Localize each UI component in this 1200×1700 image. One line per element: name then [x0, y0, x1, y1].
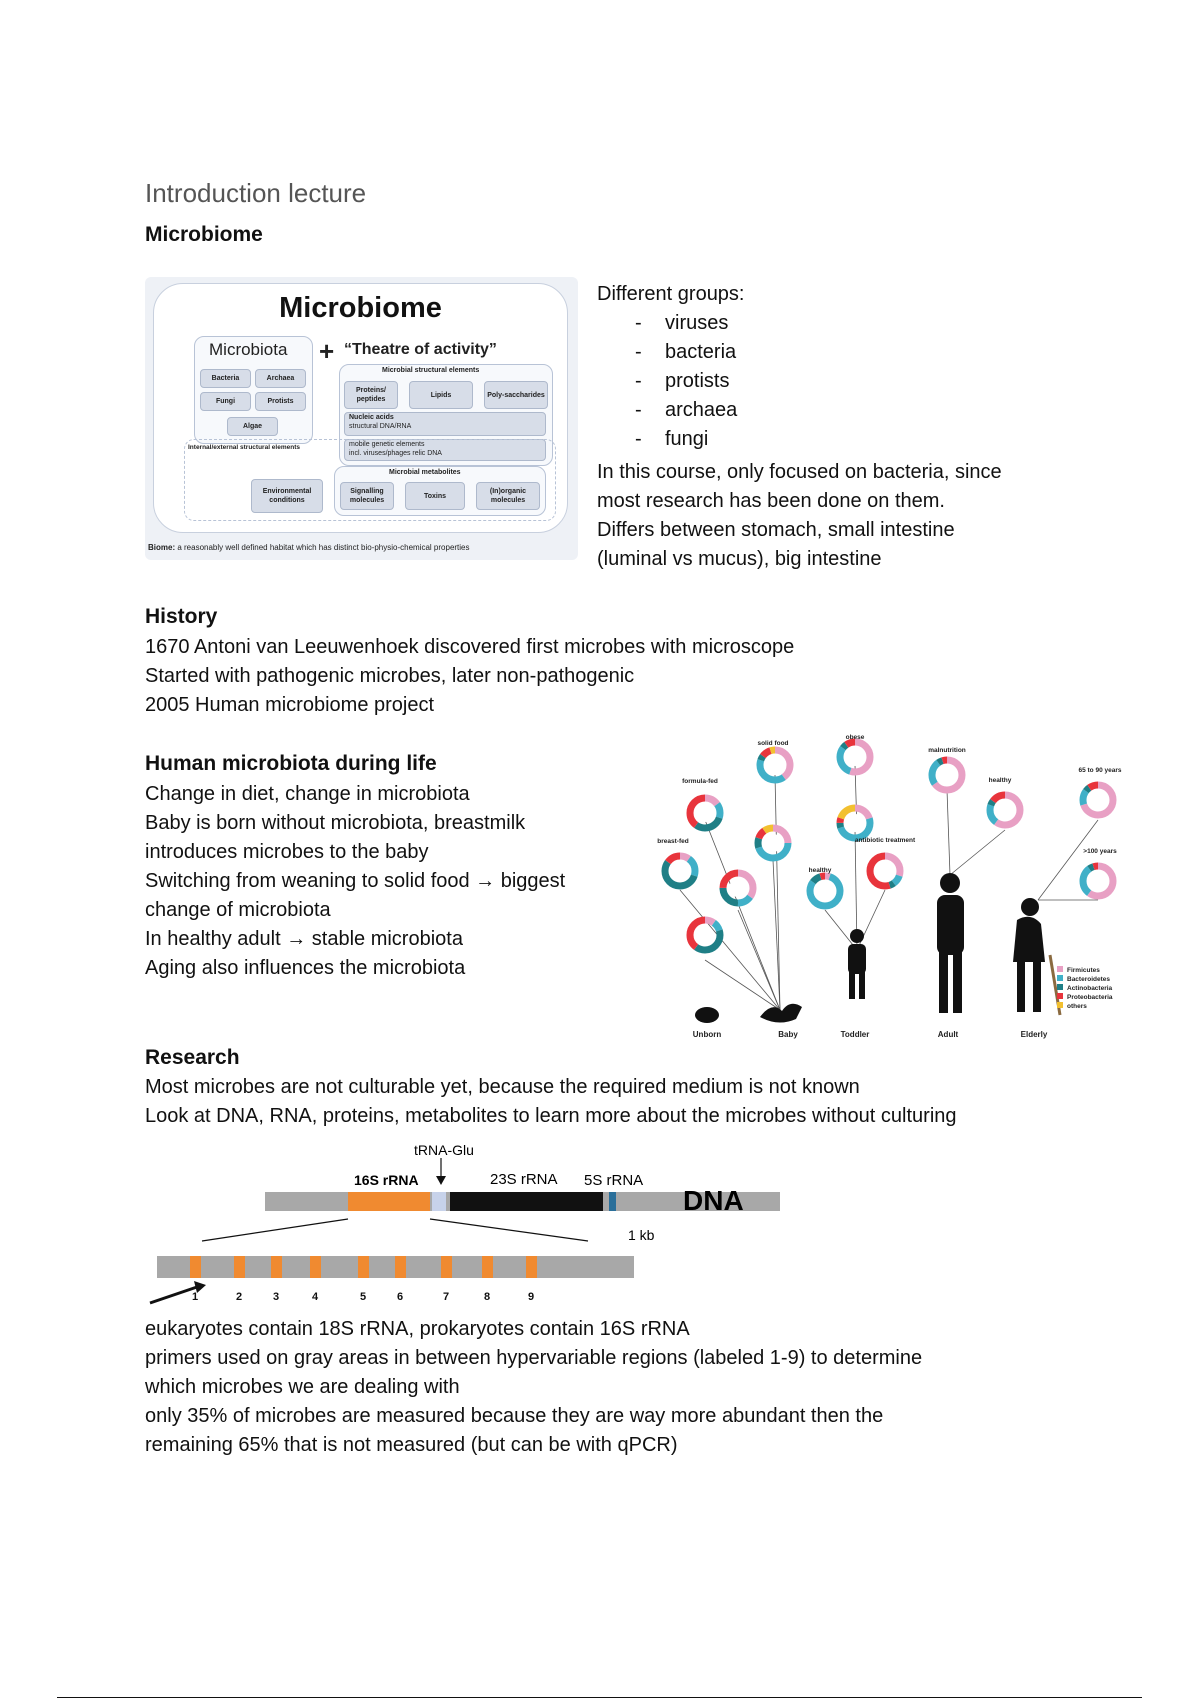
stage-label: Elderly — [1020, 1030, 1048, 1039]
history-line: 2005 Human microbiome project — [145, 694, 435, 716]
structural-header: Microbial structural elements — [382, 367, 480, 374]
condition-label: malnutrition — [928, 747, 966, 754]
history-heading: History — [145, 605, 218, 628]
composition-donut — [870, 856, 900, 886]
bullet-dash: - — [635, 399, 642, 421]
legend-swatch — [1057, 1002, 1063, 1008]
trna-arrow-head — [436, 1176, 446, 1185]
research-body — [145, 1073, 957, 1131]
donut-hole — [846, 748, 864, 766]
list-item — [597, 367, 737, 396]
nucleic-line2: structural DNA/RNA — [349, 423, 412, 430]
group-label: protists — [665, 370, 730, 392]
composition-donut — [810, 876, 840, 906]
life-heading: Human microbiota during life — [145, 752, 437, 775]
history-body — [145, 633, 794, 720]
microbiota-item: Fungi — [200, 392, 251, 411]
metabolite-item: Toxins — [405, 482, 465, 510]
composition-donut — [690, 798, 720, 828]
microbiome-heading: Microbiome — [145, 223, 263, 246]
bullet-dash: - — [635, 428, 642, 450]
toddler-silhouette — [848, 929, 866, 999]
trna-segment — [432, 1192, 446, 1211]
donut-hole — [1089, 872, 1107, 890]
legend-swatch — [1057, 993, 1063, 999]
hypervariable-region — [190, 1256, 201, 1278]
life-line: Switching from weaning to solid food → biggest — [145, 870, 566, 892]
donut-hole — [996, 801, 1014, 819]
condition-label: formula-fed — [682, 778, 718, 785]
bullet-dash: - — [635, 370, 642, 392]
microbiome-frame — [153, 283, 568, 533]
donut-hole — [816, 882, 834, 900]
group-label: bacteria — [665, 341, 737, 363]
metabolites-header: Microbial metabolites — [389, 469, 461, 476]
group-label: viruses — [665, 312, 729, 334]
hypervariable-region — [234, 1256, 245, 1278]
life-line: change of microbiota — [145, 899, 331, 921]
scale-label: 1 kb — [628, 1227, 655, 1243]
list-item — [597, 396, 737, 425]
groups-list — [597, 309, 737, 454]
hypervariable-region — [310, 1256, 321, 1278]
mobile-line1: mobile genetic elements — [349, 441, 425, 448]
composition-donut — [1083, 866, 1113, 896]
structural-item: Proteins/ peptides — [344, 381, 398, 409]
research-line: Look at DNA, RNA, proteins, metabolites to learn more about the microbes without culturing — [145, 1105, 957, 1127]
history-line: Started with pathogenic microbes, later non-pathogenic — [145, 665, 635, 687]
r16s-segment — [348, 1192, 430, 1211]
list-item — [597, 309, 737, 338]
condition-label: solid food — [757, 740, 789, 747]
hypervariable-region — [395, 1256, 406, 1278]
donut-hole — [764, 834, 782, 852]
region-label: 2 — [235, 1291, 243, 1303]
note-line: (luminal vs mucus), big intestine — [597, 548, 882, 570]
condition-label: healthy — [988, 777, 1012, 784]
donut-hole — [766, 756, 784, 774]
legend-label: others — [1067, 1003, 1087, 1010]
metabolite-item: (In)organic molecules — [476, 482, 540, 510]
microbiota-item: Archaea — [255, 369, 306, 388]
donut-hole — [1089, 791, 1107, 809]
microbiota-item: Protists — [255, 392, 306, 411]
region-label: 8 — [483, 1291, 491, 1303]
research-note: remaining 65% that is not measured (but can be with qPCR) — [145, 1434, 678, 1456]
zoom-line-right — [430, 1219, 588, 1241]
page-bottom-rule — [57, 1697, 1142, 1698]
donut-hole — [846, 814, 864, 832]
microbiota-life-figure — [655, 725, 1140, 1045]
group-label: fungi — [665, 428, 709, 450]
list-item — [597, 425, 737, 454]
stage-label: Toddler — [840, 1030, 870, 1039]
region-label: 7 — [442, 1291, 450, 1303]
r5s-label: 5S rRNA — [584, 1172, 644, 1189]
life-line: In healthy adult → stable microbiota — [145, 928, 463, 950]
donut-hole — [938, 766, 956, 784]
structural-item: Poly-saccharides — [484, 381, 548, 409]
research-notes — [145, 1315, 922, 1460]
note-line: Differs between stomach, small intestine — [597, 519, 955, 541]
footnote-text: a reasonably well defined habitat which has distinct bio-physio-chemical properties — [175, 543, 470, 552]
group-label: archaea — [665, 399, 738, 421]
legend-label: Firmicutes — [1067, 967, 1100, 974]
legend-label: Bacteroidetes — [1067, 976, 1110, 983]
condition-label: healthy — [808, 867, 832, 874]
page-title: Introduction lecture — [145, 178, 367, 208]
footnote-bold: Biome: — [148, 543, 176, 552]
plus-sign: + — [319, 336, 335, 366]
hypervariable-region — [358, 1256, 369, 1278]
legend-swatch — [1057, 966, 1063, 972]
life-line: introduces microbes to the baby — [145, 841, 429, 863]
composition-donut — [723, 873, 753, 903]
nucleic-acids-box — [344, 412, 546, 436]
condition-label: antibiotic treatment — [854, 837, 916, 844]
pointer-arrow-line — [150, 1287, 197, 1303]
r23s-segment — [450, 1192, 603, 1211]
life-line: Baby is born without microbiota, breastmilk — [145, 812, 526, 834]
composition-donut — [690, 920, 720, 950]
research-note: eukaryotes contain 18S rRNA, prokaryotes contain 16S rRNA — [145, 1318, 690, 1340]
legend-swatch — [1057, 984, 1063, 990]
r23s-label: 23S rRNA — [490, 1171, 558, 1188]
composition-donut — [758, 828, 788, 858]
environmental-conditions: Environmental conditions — [251, 479, 323, 513]
structural-item: Lipids — [409, 381, 473, 409]
hypervariable-region — [271, 1256, 282, 1278]
legend-swatch — [1057, 975, 1063, 981]
region-label: 6 — [396, 1291, 404, 1303]
research-note: primers used on gray areas in between hypervariable regions (labeled 1-9) to determine — [145, 1347, 923, 1369]
region-label: 4 — [311, 1291, 319, 1303]
condition-label: 65 to 90 years — [1078, 767, 1122, 774]
bullet-dash: - — [635, 312, 642, 334]
research-note: only 35% of microbes are measured because they are way more abundant then the — [145, 1405, 884, 1427]
microbiome-notes — [597, 458, 1002, 574]
mobile-line2: incl. viruses/phages relic DNA — [349, 450, 442, 457]
life-line: Aging also influences the microbiota — [145, 957, 466, 979]
microbiota-item: Algae — [227, 417, 278, 436]
region-label: 9 — [527, 1291, 535, 1303]
research-note: which microbes we are dealing with — [145, 1376, 460, 1398]
rrna-operon-figure — [140, 1140, 780, 1310]
internal-external-label: Internal/external structural elements — [188, 444, 300, 451]
composition-donut — [665, 856, 695, 886]
unborn-silhouette — [695, 1007, 719, 1023]
condition-label: >100 years — [1083, 848, 1117, 855]
condition-label: obese — [845, 734, 865, 741]
donut-hole — [696, 804, 714, 822]
adult-silhouette — [937, 873, 964, 1013]
nucleic-line1: Nucleic acids — [349, 414, 394, 421]
metabolite-item: Signalling molecules — [340, 482, 394, 510]
r16s-label: 16S rRNA — [354, 1172, 419, 1188]
composition-donut — [990, 795, 1020, 825]
region-label: 3 — [272, 1291, 280, 1303]
trna-label: tRNA-Glu — [414, 1142, 474, 1158]
hypervariable-region — [441, 1256, 452, 1278]
composition-donut — [1083, 785, 1113, 815]
dna-label: DNA — [683, 1185, 744, 1216]
note-line: most research has been done on them. — [597, 490, 945, 512]
bullet-dash: - — [635, 341, 642, 363]
donut-hole — [729, 879, 747, 897]
history-line: 1670 Antoni van Leeuwenhoek discovered first microbes with microscope — [145, 636, 795, 658]
research-line: Most microbes are not culturable yet, because the required medium is not known — [145, 1076, 860, 1098]
microbiome-figure — [145, 277, 578, 560]
donut-hole — [671, 862, 689, 880]
hypervariable-region — [482, 1256, 493, 1278]
elderly-silhouette — [1013, 898, 1060, 1015]
region-label: 1 — [191, 1291, 199, 1303]
biome-footnote — [148, 543, 470, 552]
legend-label: Proteobacteria — [1067, 994, 1113, 1001]
microbiome-figure-title: Microbiome — [279, 292, 442, 324]
life-body — [145, 780, 565, 983]
baby-silhouette — [760, 1004, 802, 1023]
life-line: Change in diet, change in microbiota — [145, 783, 470, 805]
stage-label: Unborn — [692, 1030, 722, 1039]
condition-label: breast-fed — [657, 838, 689, 845]
research-heading: Research — [145, 1046, 240, 1069]
donut-hole — [696, 926, 714, 944]
donut-hole — [876, 862, 894, 880]
groups-intro: Different groups: — [597, 283, 745, 305]
composition-donut — [932, 760, 962, 790]
list-item — [597, 338, 737, 367]
region-label: 5 — [359, 1291, 367, 1303]
hypervariable-region — [526, 1256, 537, 1278]
note-line: In this course, only focused on bacteria, since — [597, 461, 1002, 483]
stage-label: Adult — [937, 1030, 959, 1039]
zoom-line-left — [202, 1219, 348, 1241]
legend-label: Actinobacteria — [1067, 985, 1113, 992]
microbiota-item: Bacteria — [200, 369, 251, 388]
microbiota-label: Microbiota — [209, 340, 288, 359]
theatre-label: “Theatre of activity” — [344, 341, 497, 358]
stage-label: Baby — [778, 1030, 798, 1039]
r5s-segment — [609, 1192, 616, 1211]
